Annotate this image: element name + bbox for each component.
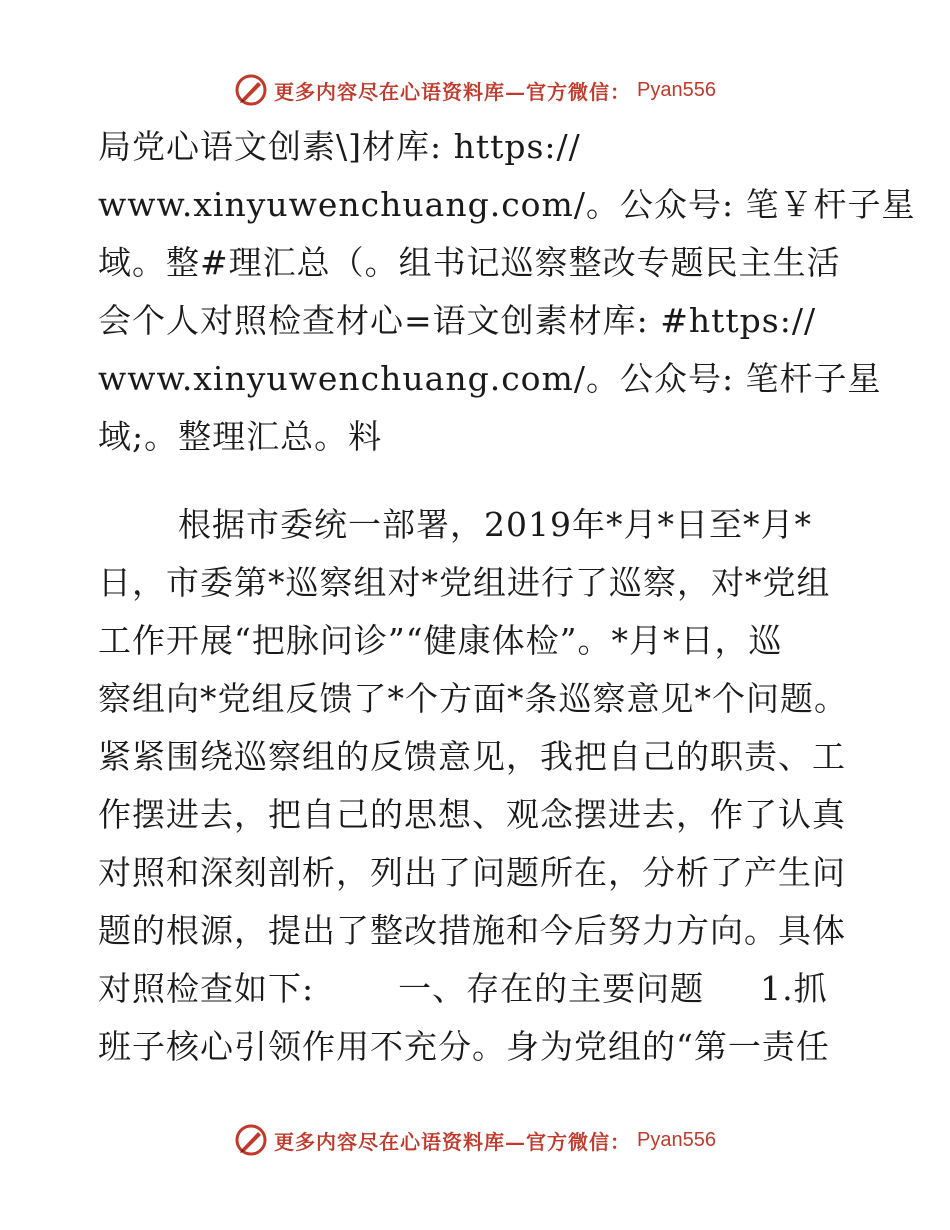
paragraph-first-line: 根据市委统一部署，2019年*月*日至*月* [178,505,812,544]
text-line: 会个人对照检查材心=语文创素材库: #https:// [98,301,817,340]
text-line: 班子核心引领作用不充分。身为党组的“第一责任 [98,1027,830,1066]
text-line: 作摆进去，把自己的思想、观念摆进去，作了认真 [98,795,846,834]
banner-text: 更多内容尽在心语资料库—官方微信： [274,1129,632,1154]
text-line: 日，市委第*巡察组对*党组进行了巡察，对*党组 [98,563,831,602]
text-line: 域。整#理汇总（。组书记巡察整改专题民主生活 [98,243,841,282]
item-number: 1.抓 [760,969,828,1008]
section-lead: 对照检查如下: [98,969,315,1008]
text-line: 局党心语文创素\]材库: https:// [98,127,581,166]
section-line [98,960,858,1018]
pen-logo-icon [234,73,268,107]
text-line: 工作开展“把脉问诊”“健康体检”。*月*日，巡 [98,621,783,660]
document-body [98,118,916,1076]
header-banner [0,68,950,112]
text-line: 对照和深刻剖析，列出了问题所在，分析了产生问 [98,853,846,892]
banner-text: 更多内容尽在心语资料库—官方微信： [274,79,632,104]
banner-wechat-id: Pyan556 [637,78,716,101]
text-line: 域;。整理汇总。料 [98,417,383,456]
pen-logo-icon [234,1123,268,1157]
section-heading: 一、存在的主要问题 [398,969,705,1008]
text-line: www.xinyuwenchuang.com/。公众号: 笔杆子星 [98,359,882,398]
banner-wechat-id: Pyan556 [637,1128,716,1151]
text-line: 察组向*党组反馈了*个方面*条巡察意见*个问题。 [98,679,848,718]
text-line: 题的根源，提出了整改措施和今后努力方向。具体 [98,911,846,950]
footer-banner [0,1118,950,1162]
text-line: www.xinyuwenchuang.com/。公众号: 笔￥杆子星 [98,185,916,224]
text-line: 紧紧围绕巡察组的反馈意见，我把自己的职责、工 [98,737,846,776]
